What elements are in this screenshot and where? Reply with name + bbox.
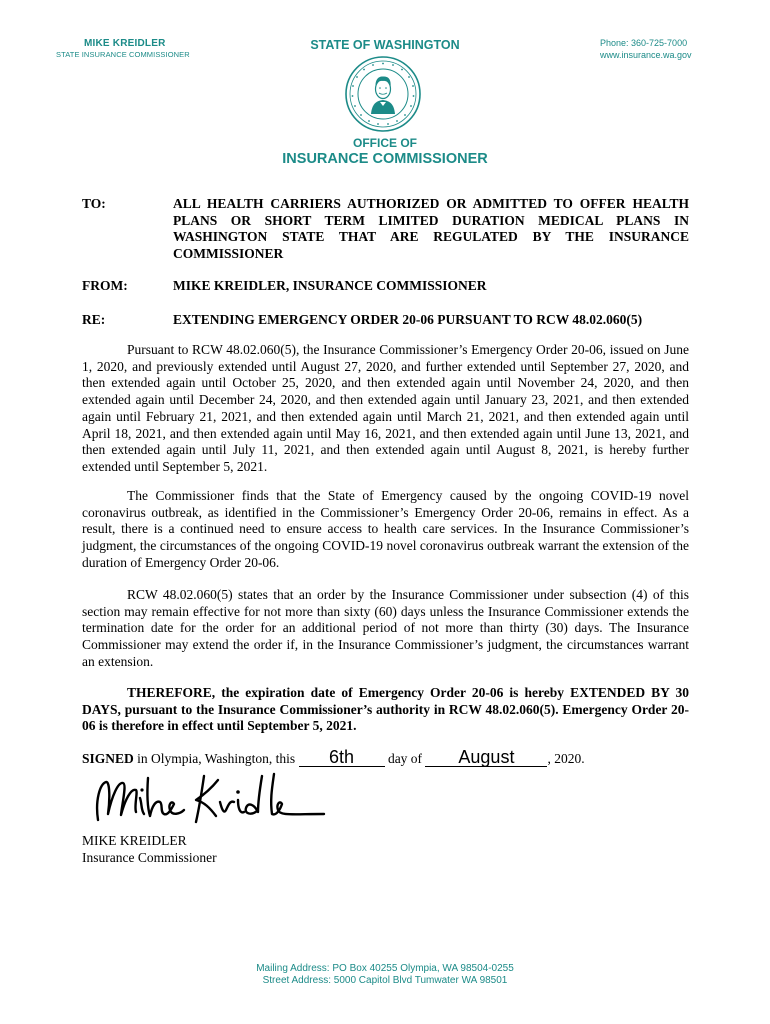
washington-state-seal-icon — [345, 56, 421, 132]
office-name: INSURANCE COMMISSIONER — [282, 151, 488, 167]
commissioner-name: MIKE KREIDLER — [84, 38, 166, 49]
handwritten-signature-icon — [92, 770, 328, 826]
phone-number: Phone: 360-725-7000 — [600, 38, 688, 48]
body-paragraph-3: RCW 48.02.060(5) states that an order by the Insurance Commissioner under subsection (4) of this section may remain effective for not more than sixty (60) days unless the Insurance Commissioner extends the termination date for the order for an additional period of not more than thirty (30) days. The Insurance Commissioner may extend the order if, in the Insurance Commissioner’s judgment, the circumstances warrant an extension. — [82, 587, 689, 669]
mailing-address: Mailing Address: PO Box 40255 Olympia, WA 98504-0255 — [256, 963, 514, 974]
to-label: TO: — [82, 196, 106, 211]
signer-block — [82, 832, 217, 866]
from-label: FROM: — [82, 278, 128, 293]
signed-word: SIGNED — [82, 751, 134, 766]
day-field: 6th — [299, 749, 385, 767]
state-title: STATE OF WASHINGTON — [310, 38, 460, 52]
from-value: MIKE KREIDLER, INSURANCE COMMISSIONER — [173, 278, 487, 293]
re-value: EXTENDING EMERGENCY ORDER 20-06 PURSUANT TO RCW 48.02.060(5) — [173, 312, 643, 327]
body-paragraph-2: The Commissioner finds that the State of Emergency caused by the ongoing COVID-19 novel coronavirus outbreak, as identified in the Commissioner’s Emergency Order 20-06, remains in effect. As a result, there is a continued need to ensure access to health care services. In the Insurance Commissioner’s judgment, the circumstances of the ongoing COVID-19 novel coronavirus outbreak warrant the extension of the duration of Emergency Order 20-06. — [82, 488, 689, 570]
street-address: Street Address: 5000 Capitol Blvd Tumwater WA 98501 — [262, 975, 508, 986]
re-label: RE: — [82, 312, 106, 327]
to-value: ALL HEALTH CARRIERS AUTHORIZED OR ADMITTED TO OFFER HEALTH PLANS OR SHORT TERM LIMITED DURATION MEDICAL PLANS IN WASHINGTON STATE THAT ARE REGULATED BY THE INSURANCE COMMISSIONER — [173, 196, 689, 261]
signed-line — [82, 749, 585, 769]
body-paragraph-1: Pursuant to RCW 48.02.060(5), the Insurance Commissioner’s Emergency Order 20-06, issued on June 1, 2020, and previously extended until August 27, 2020, and further extended until September 27, 2020, and then extended again until October 25, 2020, and then extended again until November 24, 2020, and then extended again until December 24, 2020, and then extended again until January 23, 2021, and then extended again until February 21, 2021, and then extended again until March 21, 2021, and then extended again until April 18, 2021, and then extended again until May 16, 2021, and then extended again until June 13, 2021, and then extended again until July 11, 2021, and then extended again until August 8, 2021, is hereby further extended until September 5, 2021. — [82, 342, 689, 474]
year-text: , 2020. — [547, 751, 585, 766]
letterhead-contact — [600, 37, 692, 61]
office-of-label: OFFICE OF — [353, 136, 417, 150]
month-field: August — [425, 749, 547, 767]
website: www.insurance.wa.gov — [600, 50, 692, 60]
day-of-text: day of — [384, 751, 426, 766]
footer — [0, 963, 770, 987]
commissioner-title: STATE INSURANCE COMMISSIONER — [56, 50, 190, 59]
signer-title: Insurance Commissioner — [82, 850, 217, 865]
therefore-paragraph: THEREFORE, the expiration date of Emergency Order 20-06 is hereby EXTENDED BY 30 DAYS, pursuant to the Insurance Commissioner’s authority in RCW 48.02.060(5). Emergency Order 20-06 is therefore in effect until September 5, 2021. — [82, 685, 689, 734]
signer-name: MIKE KREIDLER — [82, 833, 187, 848]
signed-text: in Olympia, Washington, this — [133, 751, 299, 766]
